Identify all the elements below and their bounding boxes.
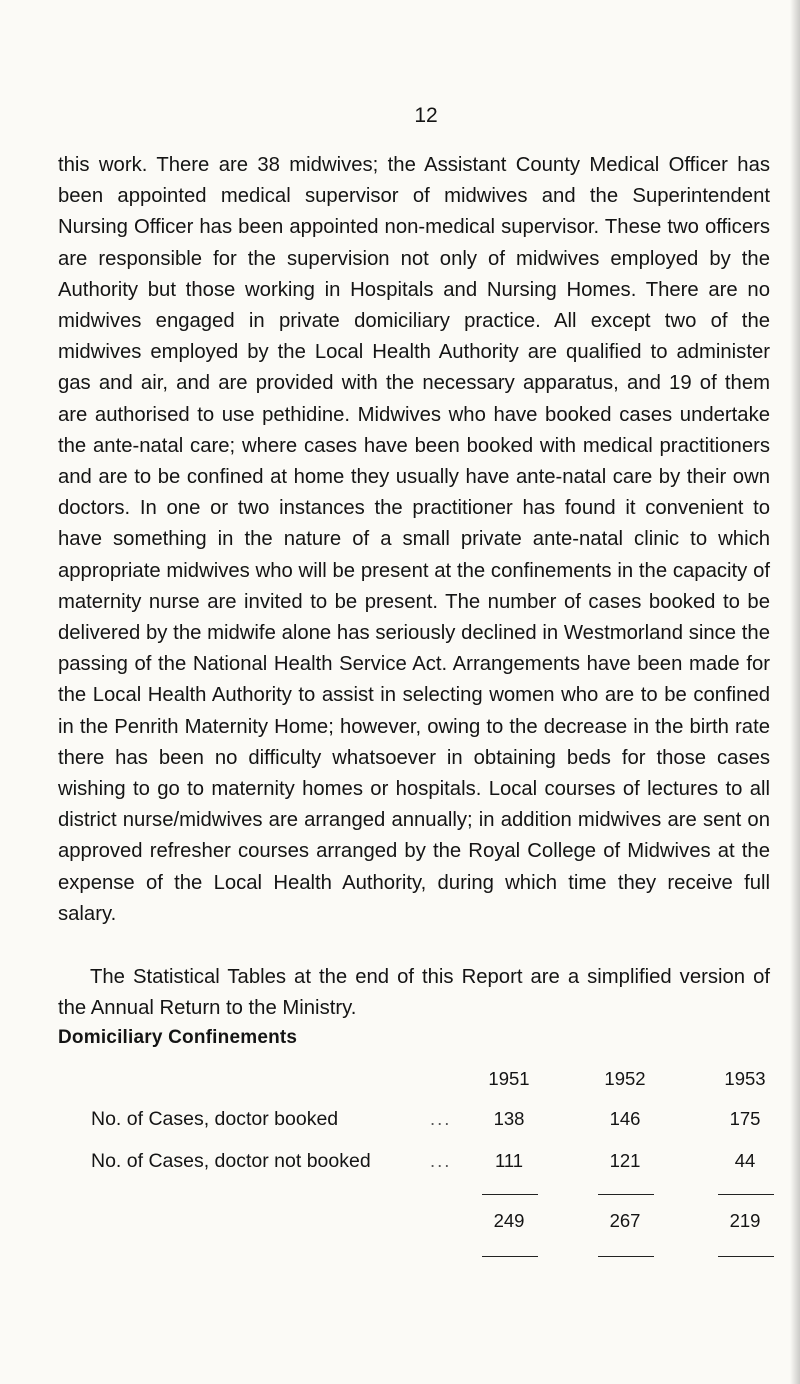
row-label: No. of Cases, doctor booked — [91, 1108, 339, 1130]
table-row-doctor-not-booked — [0, 1150, 800, 1180]
year-header-1951: 1951 — [488, 1068, 530, 1089]
paragraph-midwives: this work. There are 38 midwives; the Assistant County Medical Officer has been appointed medical supervisor of midwives and the Superintendent Nursing Officer has been appointed non-medical supervisor. These two officers are responsible for the supervision not only of midwives employed by the Authority but those working in Hospitals and Nursing Homes. There are no midwives engaged in private domiciliary practice. All except two of the midwives employed by the Local Health Authority are qualified to administer gas and air, and are provided with the necessary apparatus, and 19 of them are authorised to use pethidine. Midwives who have booked cases undertake the ante-natal care; where cases have been booked with medical practitioners and are to be confined at home they usually have ante-natal care by their own doctors. In one or two instances the practitioner has found it convenient to have something in the nature of a small private ante-natal clinic to which appropriate midwives who will be present at the confinements in the capacity of maternity nurse are invited to be present. The number of cases booked to be delivered by the midwife alone has seriously declined in Westmorland since the passing of the National Health Service Act. Arrangements have been made for the Local Health Authority to assist in selecting women who are to be confined in the Penrith Maternity Home; however, owing to the decrease in the birth rate there has been no difficulty whatsoever in obtaining beds for those cases wishing to go to maternity homes or hospitals. Local courses of lectures to all district nurse/midwives are arranged annually; in addition midwives are sent on approved refresher courses arranged by the Royal College of Midwives at the expense of the Local Health Authority, during which time they receive full salary. — [58, 154, 770, 925]
subtotal-rule — [718, 1194, 774, 1195]
subtotal-rule — [482, 1194, 538, 1195]
cell-value: 44 — [734, 1150, 756, 1171]
year-header-1953: 1953 — [724, 1068, 766, 1089]
year-header-1952: 1952 — [604, 1068, 646, 1089]
total-value: 267 — [609, 1210, 641, 1231]
row-label: No. of Cases, doctor not booked — [91, 1150, 371, 1172]
table-header-row — [0, 1068, 800, 1098]
cell-value: 111 — [494, 1150, 524, 1171]
subtotal-rule — [598, 1194, 654, 1195]
cell-value: 146 — [609, 1108, 641, 1129]
total-rule — [718, 1256, 774, 1257]
total-value: 219 — [729, 1210, 761, 1231]
total-rule — [482, 1256, 538, 1257]
row-leader: ... — [430, 1108, 452, 1129]
section-heading: Domiciliary Confinements — [58, 1027, 298, 1048]
table-totals-row — [0, 1210, 800, 1240]
body-text — [58, 150, 770, 1024]
page-edge-shadow — [790, 0, 800, 1384]
table-row-doctor-booked — [0, 1108, 800, 1138]
cell-value: 121 — [609, 1150, 641, 1171]
paragraph-statistical-tables: The Statistical Tables at the end of this Report are a simplified version of the Annual Return to the Ministry. — [58, 966, 770, 1020]
total-rule — [598, 1256, 654, 1257]
cell-value: 175 — [729, 1108, 761, 1129]
row-leader: ... — [430, 1150, 452, 1171]
total-value: 249 — [493, 1210, 525, 1231]
cell-value: 138 — [493, 1108, 525, 1129]
page-number: 12 — [414, 104, 438, 127]
